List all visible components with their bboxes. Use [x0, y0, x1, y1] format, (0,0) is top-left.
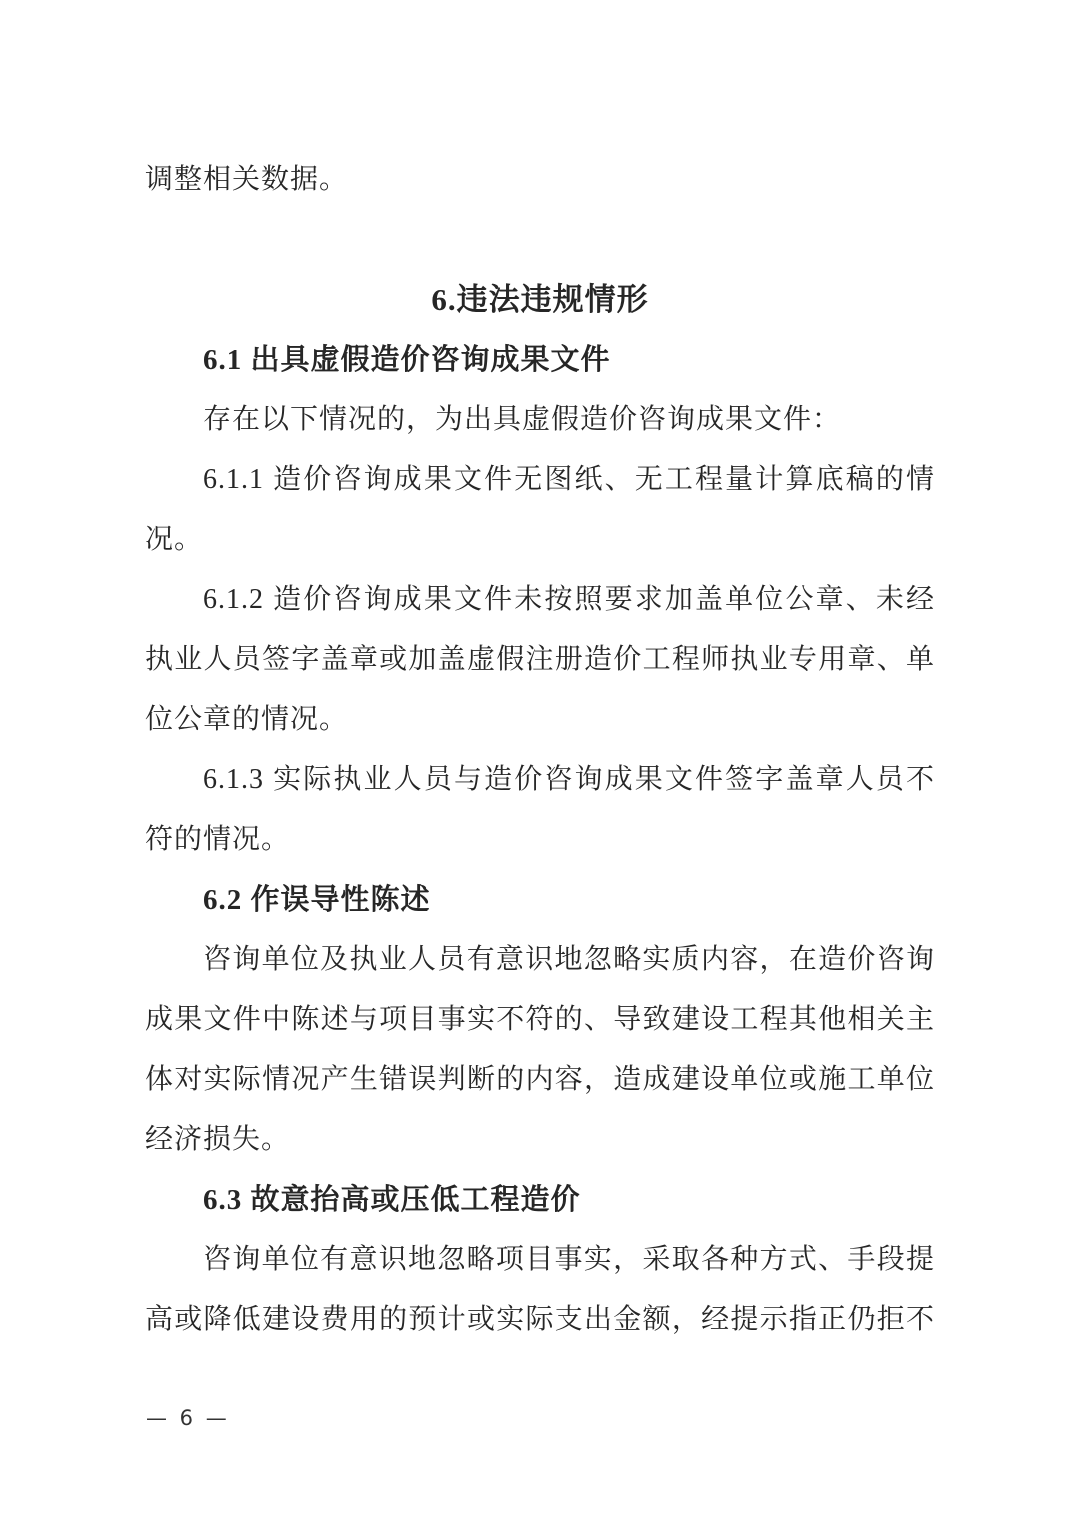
subsection-heading: 6.1 出具虚假造价咨询成果文件 — [203, 344, 611, 376]
line-spacer — [145, 210, 935, 270]
body-line: 体对实际情况产生错误判断的内容，造成建设单位或施工单位 — [145, 1064, 935, 1095]
body-line: 执业人员签字盖章或加盖虚假注册造价工程师执业专用章、单 — [145, 644, 935, 675]
body-line: 6.1.3 实际执业人员与造价咨询成果文件签字盖章人员不 — [203, 764, 935, 795]
body-line: 况。 — [145, 524, 204, 555]
section-heading: 6.违法违规情形 — [431, 282, 649, 317]
document-body — [145, 150, 935, 1350]
subsection-heading: 6.3 故意抬高或压低工程造价 — [203, 1184, 581, 1216]
body-line: 符的情况。 — [145, 824, 291, 855]
body-line: 咨询单位及执业人员有意识地忽略实质内容，在造价咨询 — [203, 944, 935, 975]
body-line: 6.1.2 造价咨询成果文件未按照要求加盖单位公章、未经 — [203, 584, 935, 615]
body-line: 高或降低建设费用的预计或实际支出金额，经提示指正仍拒不 — [145, 1304, 935, 1335]
body-line: 位公章的情况。 — [145, 704, 349, 735]
body-line: 6.1.1 造价咨询成果文件无图纸、无工程量计算底稿的情 — [203, 464, 935, 495]
body-line: 调整相关数据。 — [145, 164, 349, 195]
page-number: — 6 — — [146, 1406, 230, 1430]
body-line: 成果文件中陈述与项目事实不符的、导致建设工程其他相关主 — [145, 1004, 935, 1035]
subsection-heading: 6.2 作误导性陈述 — [203, 884, 431, 916]
body-line: 经济损失。 — [145, 1124, 291, 1155]
body-line: 咨询单位有意识地忽略项目事实，采取各种方式、手段提 — [203, 1244, 935, 1275]
body-line: 存在以下情况的，为出具虚假造价咨询成果文件： — [203, 404, 842, 435]
